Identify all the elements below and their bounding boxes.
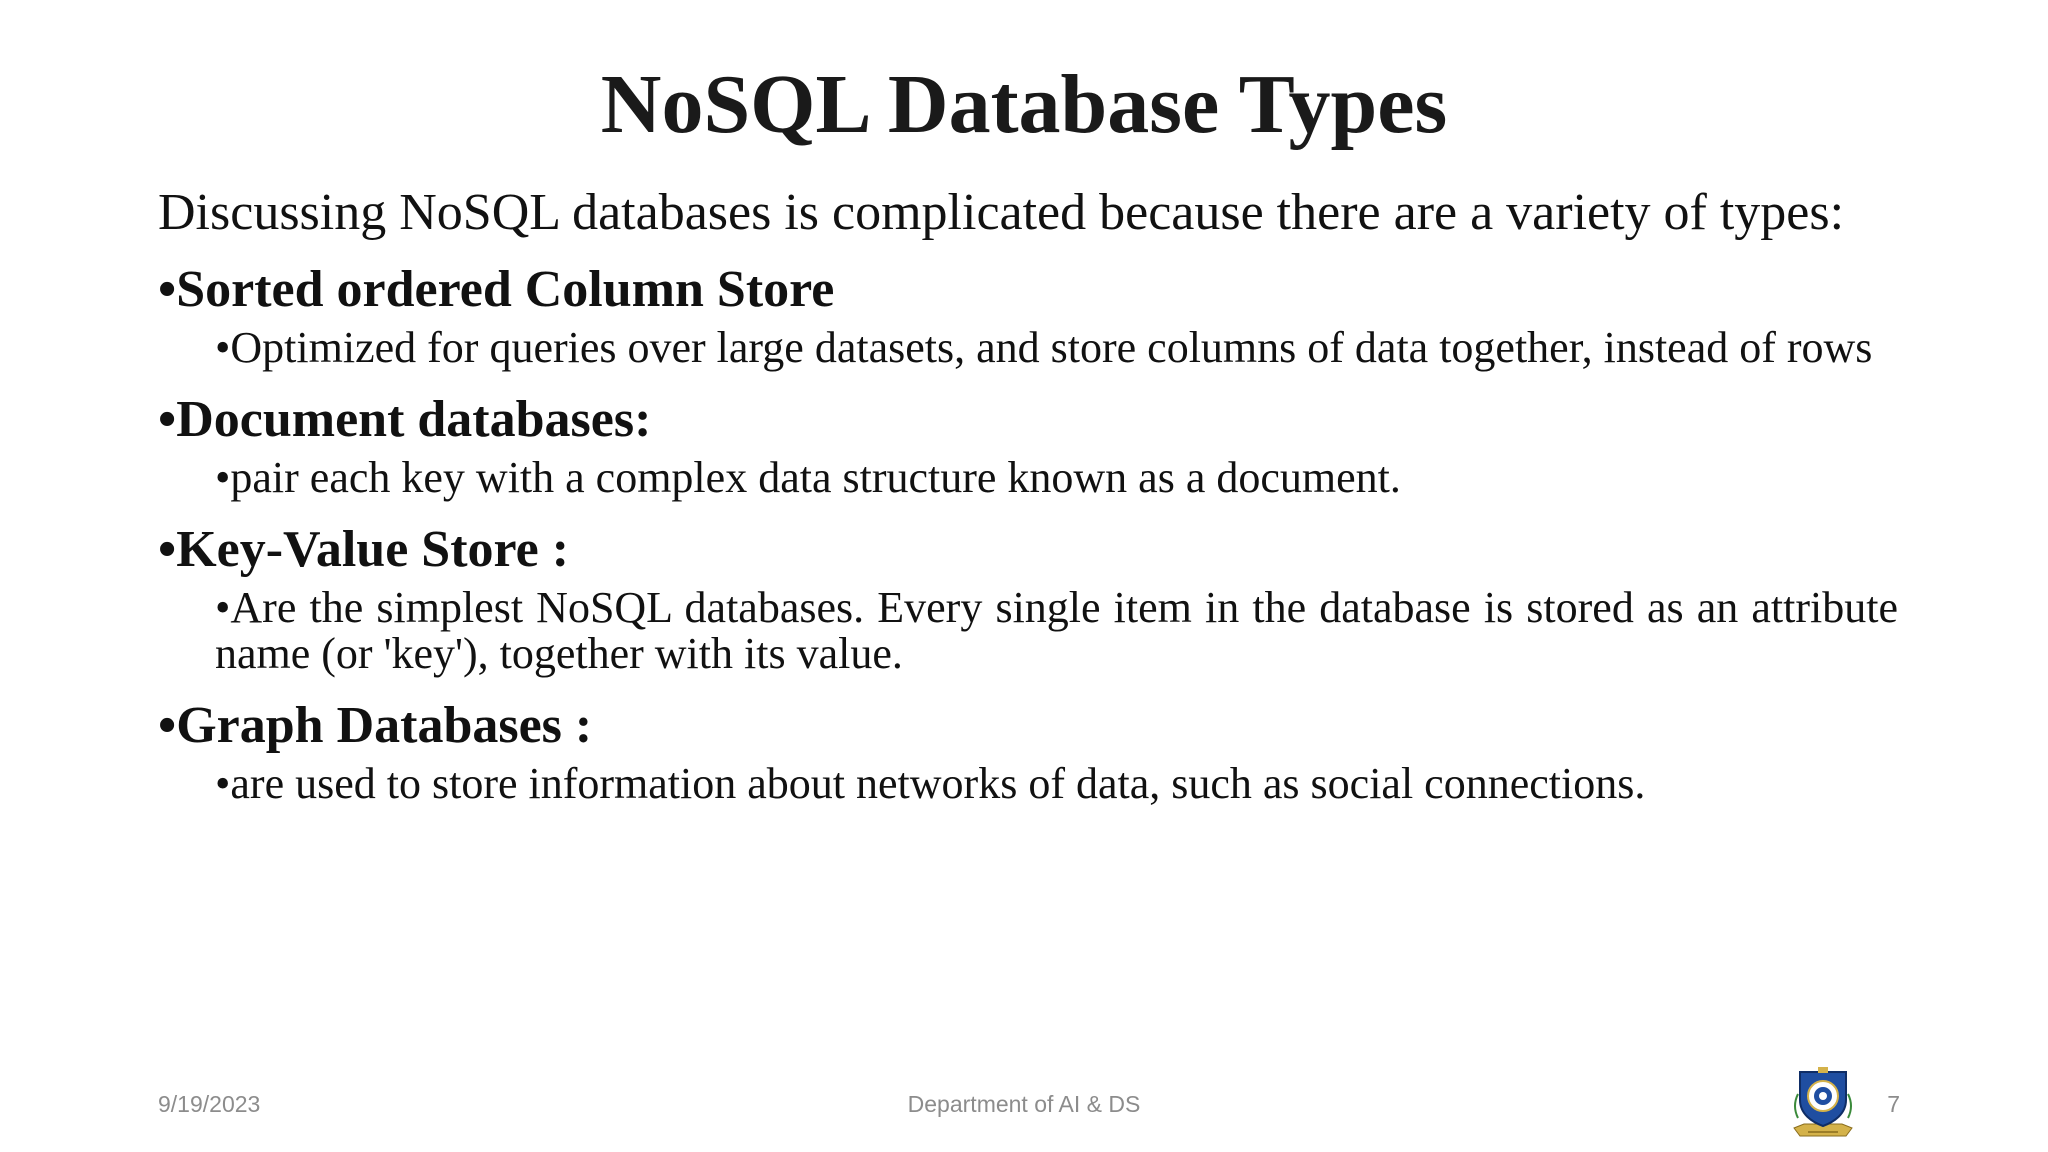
slide-content bbox=[158, 185, 1898, 825]
footer-date: 9/19/2023 bbox=[158, 1091, 261, 1117]
item-description: •Are the simplest NoSQL databases. Every single item in the database is stored as an attribute name (or 'key'), together with its value. bbox=[215, 583, 1898, 678]
item-description: •pair each key with a complex data structure known as a document. bbox=[215, 453, 1401, 502]
slide-title: NoSQL Database Types bbox=[600, 58, 1448, 151]
item-description: •Optimized for queries over large datasets, and store columns of data together, instead of rows bbox=[215, 323, 1873, 372]
list-item-graph-databases bbox=[158, 695, 1898, 807]
list-item-column-store bbox=[158, 259, 1898, 371]
list-item-document-databases bbox=[158, 389, 1898, 501]
item-title: •Graph Databases : bbox=[158, 697, 593, 754]
item-title: •Document databases: bbox=[158, 391, 652, 448]
footer-department: Department of AI & DS bbox=[907, 1091, 1141, 1117]
item-title: •Sorted ordered Column Store bbox=[158, 261, 835, 318]
list-item-key-value-store bbox=[158, 519, 1898, 677]
page-number: 7 bbox=[1887, 1091, 1900, 1117]
item-description: •are used to store information about networks of data, such as social connections. bbox=[215, 759, 1646, 808]
intro-text: Discussing NoSQL databases is complicated because there are a variety of types: bbox=[158, 184, 1845, 241]
item-title: •Key-Value Store : bbox=[158, 521, 570, 578]
college-emblem-icon bbox=[1790, 1066, 1856, 1144]
